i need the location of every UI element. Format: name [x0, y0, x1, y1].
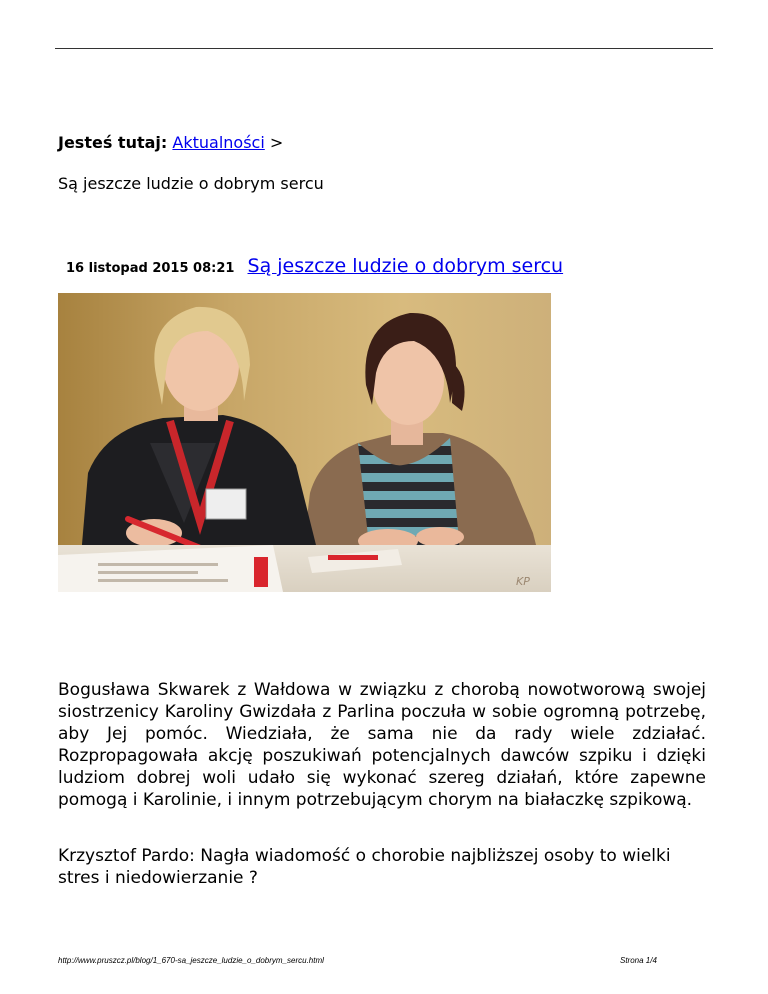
- article-paragraph-1: Bogusława Skwarek z Wałdowa w związku z chorobą nowotworową swojej siostrzenicy Karoliny Gwizdała z Parlina poczuła w sobie ogromną potrzebę, aby Jej pomóc. Wiedziała, że sama nie da rady wiele zdziałać. Rozpropagowała akcję poszukiwań potencjalnych dawców szpiku i dzięki ludziom dobrej woli udało się wykonać szereg działań, które zapewne pomogą i Karolinie, i innym potrzebującym chorym na białaczkę szpikową.: [58, 680, 706, 810]
- photo-watermark: KP: [516, 575, 530, 588]
- top-rule: [55, 48, 713, 49]
- article-photo: [58, 293, 551, 592]
- breadcrumb: [58, 133, 283, 153]
- footer-url: http://www.pruszcz.pl/blog/1_670-sa_jeszcze_ludzie_o_dobrym_sercu.html: [58, 956, 324, 965]
- footer-page-number: Strona 1/4: [620, 956, 657, 965]
- article-paragraph-2: Krzysztof Pardo: Nagła wiadomość o chorobie najbliższej osoby to wielki stres i niedowierzanie ?: [58, 846, 671, 888]
- breadcrumb-prefix: Jesteś tutaj:: [58, 133, 168, 152]
- article-title-link[interactable]: Są jeszcze ludzie o dobrym sercu: [247, 255, 564, 277]
- article-meta: [66, 255, 563, 277]
- page-heading: Są jeszcze ludzie o dobrym sercu: [58, 174, 324, 193]
- breadcrumb-separator: >: [269, 133, 284, 152]
- breadcrumb-link-aktualnosci[interactable]: Aktualności: [172, 133, 265, 152]
- article-date: 16 listopad 2015 08:21: [66, 261, 235, 276]
